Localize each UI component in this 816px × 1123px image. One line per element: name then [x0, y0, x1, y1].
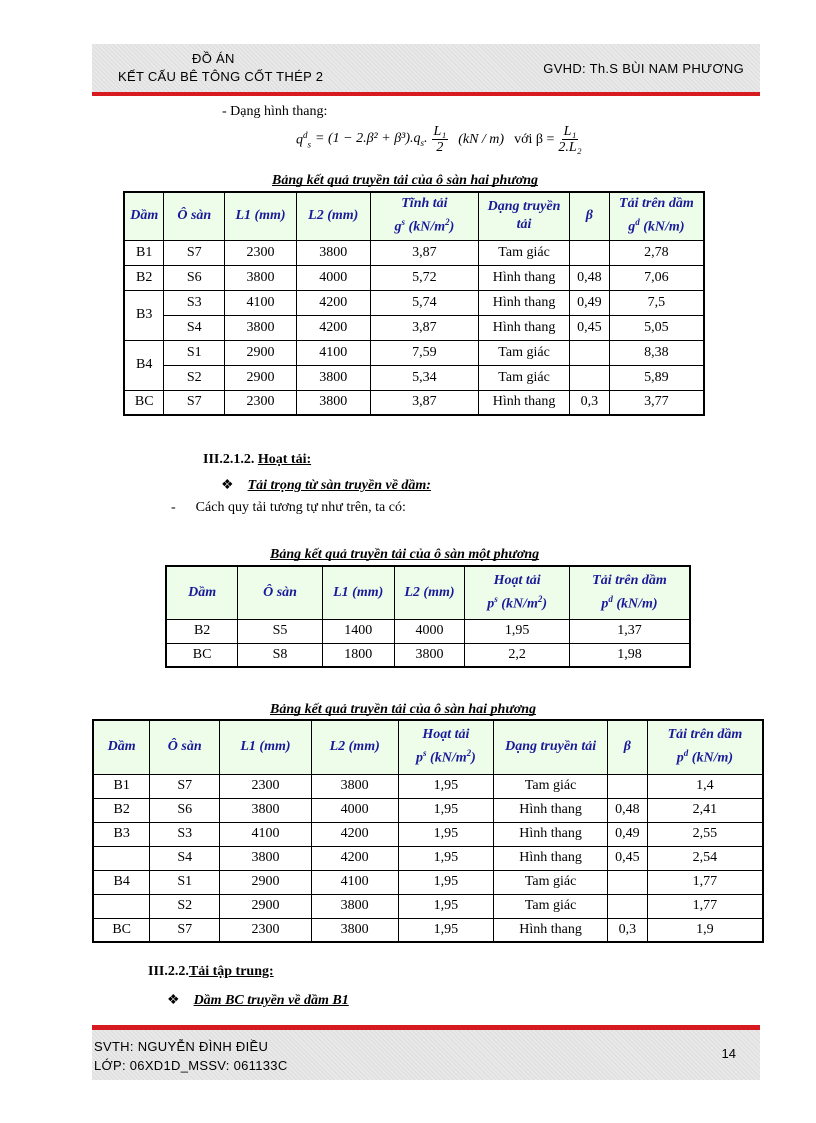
table-cell: B2 — [93, 798, 150, 822]
table-cell: B2 — [124, 265, 164, 290]
table-cell: S4 — [164, 315, 225, 340]
table-cell: 2300 — [220, 774, 312, 798]
table-cell: Tam giác — [479, 240, 570, 265]
table-cell: 2,78 — [609, 240, 704, 265]
table-cell: 7,59 — [370, 340, 479, 365]
table-cell: S1 — [164, 340, 225, 365]
table-cell: Hình thang — [494, 846, 608, 870]
header-rule — [92, 92, 760, 96]
table-cell: 4100 — [225, 290, 297, 315]
diamond-bullet-icon: ❖ — [221, 478, 234, 493]
table-cell: 1,95 — [398, 870, 494, 894]
table-cell: 3800 — [296, 240, 370, 265]
table2-caption: Bảng kết quả truyền tải của ô sàn một phương — [270, 547, 540, 562]
t3-h-l1: L1 (mm) — [220, 720, 312, 774]
page-number: 14 — [721, 1046, 736, 1061]
table-cell: S1 — [150, 870, 220, 894]
table-cell: 0,48 — [607, 798, 647, 822]
t1-h-l1: L1 (mm) — [225, 192, 297, 240]
table-cell: 2,41 — [647, 798, 763, 822]
table-cell: 4100 — [296, 340, 370, 365]
table-cell: 1,95 — [398, 774, 494, 798]
table-cell: BC — [166, 643, 238, 667]
t2-h-beamload: Tải trên dầm $p^d$ (kN/m) — [569, 566, 690, 619]
table-cell: 5,05 — [609, 315, 704, 340]
formula-expr: = (1 − 2.β² + β³).q — [315, 131, 421, 147]
table-cell: 0,49 — [607, 822, 647, 846]
diamond-bullet-icon: ❖ — [167, 993, 180, 1008]
table-cell: 2900 — [225, 340, 297, 365]
table-cell: BC — [124, 390, 164, 415]
footer-student-info — [94, 1037, 288, 1075]
table-cell: Hình thang — [479, 265, 570, 290]
table-cell — [93, 846, 150, 870]
table-cell: S2 — [150, 894, 220, 918]
table-cell: B1 — [124, 240, 164, 265]
table-cell — [569, 240, 609, 265]
t2-h-l2: L2 (mm) — [394, 566, 465, 619]
table-cell — [607, 774, 647, 798]
table-cell: 0,45 — [607, 846, 647, 870]
table3-caption: Bảng kết quả truyền tải của ô sàn hai phương — [270, 702, 537, 717]
t3-h-type: Dạng truyền tải — [494, 720, 608, 774]
table1 — [123, 191, 705, 416]
t3-h-osan: Ô sàn — [150, 720, 220, 774]
header-project — [118, 50, 323, 86]
table-cell: 2900 — [225, 365, 297, 390]
table-cell: Tam giác — [494, 894, 608, 918]
formula-fraction-2: $\frac{\text{L₁}}{\text{2.L₂}}$ — [558, 124, 582, 155]
shape-label: - Dạng hình thang: — [222, 104, 328, 119]
point-load-heading: III.2.2.Tải tập trung: — [148, 964, 274, 979]
table-cell: 1,77 — [647, 894, 763, 918]
table-cell: 1,95 — [398, 918, 494, 942]
table-cell: 3,87 — [370, 240, 479, 265]
table-cell: 8,38 — [609, 340, 704, 365]
t3-h-dam: Dầm — [93, 720, 150, 774]
table-cell — [607, 870, 647, 894]
table-cell: 2300 — [225, 240, 297, 265]
t3-h-l2: L2 (mm) — [311, 720, 398, 774]
table-cell: 4200 — [296, 290, 370, 315]
table-cell: 0,48 — [569, 265, 609, 290]
table-cell: 4000 — [311, 798, 398, 822]
table-cell: 3800 — [220, 798, 312, 822]
t1-h-static: Tĩnh tải $g^s$ $(kN/m^2)$ — [370, 192, 479, 240]
table-cell: 2900 — [220, 870, 312, 894]
table-cell: 1,77 — [647, 870, 763, 894]
formula-with: với β = — [514, 131, 555, 147]
table-cell: S3 — [150, 822, 220, 846]
table-cell: 4000 — [296, 265, 370, 290]
table-cell: S5 — [238, 619, 323, 643]
table-cell: B2 — [166, 619, 238, 643]
table-cell: Hình thang — [479, 290, 570, 315]
table-cell: 3800 — [311, 918, 398, 942]
table-cell: S6 — [164, 265, 225, 290]
table-cell: 2300 — [225, 390, 297, 415]
t1-h-l2: L2 (mm) — [296, 192, 370, 240]
table-cell: 3800 — [225, 315, 297, 340]
table-cell: 3,87 — [370, 390, 479, 415]
table-cell: Hình thang — [494, 798, 608, 822]
footer-class: LỚP: 06XD1D_MSSV: 061133C — [94, 1058, 288, 1073]
table-cell: 1,4 — [647, 774, 763, 798]
t2-h-dam: Dầm — [166, 566, 238, 619]
table-cell: 5,74 — [370, 290, 479, 315]
formula-fraction-1: $\frac{\text{L₁}}{2}$ — [433, 124, 447, 155]
header-line1: ĐỒ ÁN — [192, 51, 235, 66]
table-cell: 1,37 — [569, 619, 690, 643]
table-cell: Hình thang — [494, 918, 608, 942]
table-cell — [569, 340, 609, 365]
table-cell: 2,55 — [647, 822, 763, 846]
table-cell: 1400 — [322, 619, 394, 643]
table-cell: 1,95 — [398, 822, 494, 846]
table-cell: S8 — [238, 643, 323, 667]
point-load-bullet: ❖ Dầm BC truyền về dầm B1 — [167, 993, 349, 1008]
table-cell: 3,77 — [609, 390, 704, 415]
table-cell: 3800 — [220, 846, 312, 870]
table-cell: Tam giác — [494, 870, 608, 894]
table-cell: 0,3 — [569, 390, 609, 415]
table-cell: Hình thang — [479, 390, 570, 415]
table-cell: 3800 — [394, 643, 465, 667]
table-cell: 3800 — [296, 390, 370, 415]
live-load-bullet: ❖ Tải trọng từ sàn truyền về dầm: — [221, 478, 431, 493]
table-cell: 4200 — [311, 822, 398, 846]
formula-unit: (kN / m) — [458, 131, 505, 147]
table-cell: 0,3 — [607, 918, 647, 942]
t1-h-beamload: Tải trên dầm $g^d$ (kN/m) — [609, 192, 704, 240]
table-cell: 4100 — [220, 822, 312, 846]
t1-h-beta: β — [569, 192, 609, 240]
table-cell: B3 — [124, 290, 164, 340]
table2 — [165, 565, 691, 668]
table-cell: 3,87 — [370, 315, 479, 340]
table-cell: S6 — [150, 798, 220, 822]
table-cell: 1800 — [322, 643, 394, 667]
table-cell: 1,9 — [647, 918, 763, 942]
table-cell: 1,98 — [569, 643, 690, 667]
t3-h-live: Hoạt tải $p^s$ $(kN/m^2)$ — [398, 720, 494, 774]
table-cell: B4 — [124, 340, 164, 390]
table-cell: S2 — [164, 365, 225, 390]
table1-caption: Bảng kết quả truyền tải của ô sàn hai phương — [272, 173, 539, 188]
table-cell: S7 — [150, 774, 220, 798]
table-cell: 7,06 — [609, 265, 704, 290]
table-cell: 1,95 — [465, 619, 570, 643]
table-cell: 0,45 — [569, 315, 609, 340]
live-load-note: - Cách quy tải tương tự như trên, ta có: — [171, 500, 406, 515]
table-cell: 5,89 — [609, 365, 704, 390]
table-cell: S7 — [164, 240, 225, 265]
formula-q: q — [296, 132, 303, 148]
table-cell: 1,95 — [398, 846, 494, 870]
table-cell: 5,72 — [370, 265, 479, 290]
table3 — [92, 719, 764, 943]
table-cell: 2,2 — [465, 643, 570, 667]
table-cell: 4100 — [311, 870, 398, 894]
table-cell — [607, 894, 647, 918]
table-cell: 5,34 — [370, 365, 479, 390]
table-cell: B3 — [93, 822, 150, 846]
table-cell: 1,95 — [398, 798, 494, 822]
table-cell: 3800 — [311, 774, 398, 798]
header-supervisor: GVHD: Th.S BÙI NAM PHƯƠNG — [543, 61, 744, 76]
table-cell: B4 — [93, 870, 150, 894]
table-cell: S3 — [164, 290, 225, 315]
table-cell: 2300 — [220, 918, 312, 942]
table-cell: Tam giác — [494, 774, 608, 798]
header-line2: KẾT CẤU BÊ TÔNG CỐT THÉP 2 — [118, 69, 324, 84]
t2-h-live: Hoạt tải $p^s$ $(kN/m^2)$ — [465, 566, 570, 619]
table-cell: 4200 — [296, 315, 370, 340]
table-cell: 4000 — [394, 619, 465, 643]
table-cell: 3800 — [225, 265, 297, 290]
t1-h-type: Dạng truyền tải — [479, 192, 570, 240]
table-cell — [93, 894, 150, 918]
live-load-heading: III.2.1.2. Hoạt tải: — [203, 452, 312, 467]
table-cell: Tam giác — [479, 365, 570, 390]
t2-h-osan: Ô sàn — [238, 566, 323, 619]
table-cell: BC — [93, 918, 150, 942]
table-cell: 1,95 — [398, 894, 494, 918]
table-cell — [569, 365, 609, 390]
t2-h-l1: L1 (mm) — [322, 566, 394, 619]
t3-h-beta: β — [607, 720, 647, 774]
table-cell: 3800 — [311, 894, 398, 918]
table-cell: 7,5 — [609, 290, 704, 315]
formula: $q^d_s$ = $(1 - 2.\beta^2 + \beta^3).q_s$. $\frac{\text{L₁}}{2}$ (kN / m) với β = $\frac{\text{L₁}}{\text{2.L₂}}$ — [296, 124, 582, 155]
table-cell: Hình thang — [494, 822, 608, 846]
table-cell: 2,54 — [647, 846, 763, 870]
table-cell: 0,49 — [569, 290, 609, 315]
footer-student: SVTH: NGUYỄN ĐÌNH ĐIỀU — [94, 1039, 269, 1054]
t3-h-beamload: Tải trên dầm $p^d$ (kN/m) — [647, 720, 763, 774]
table-cell: S4 — [150, 846, 220, 870]
t1-h-dam: Dầm — [124, 192, 164, 240]
table-cell: Tam giác — [479, 340, 570, 365]
table-cell: 2900 — [220, 894, 312, 918]
table-cell: 3800 — [296, 365, 370, 390]
table-cell: 4200 — [311, 846, 398, 870]
table-cell: Hình thang — [479, 315, 570, 340]
t1-h-osan: Ô sàn — [164, 192, 225, 240]
table-cell: B1 — [93, 774, 150, 798]
table-cell: S7 — [164, 390, 225, 415]
table-cell: S7 — [150, 918, 220, 942]
